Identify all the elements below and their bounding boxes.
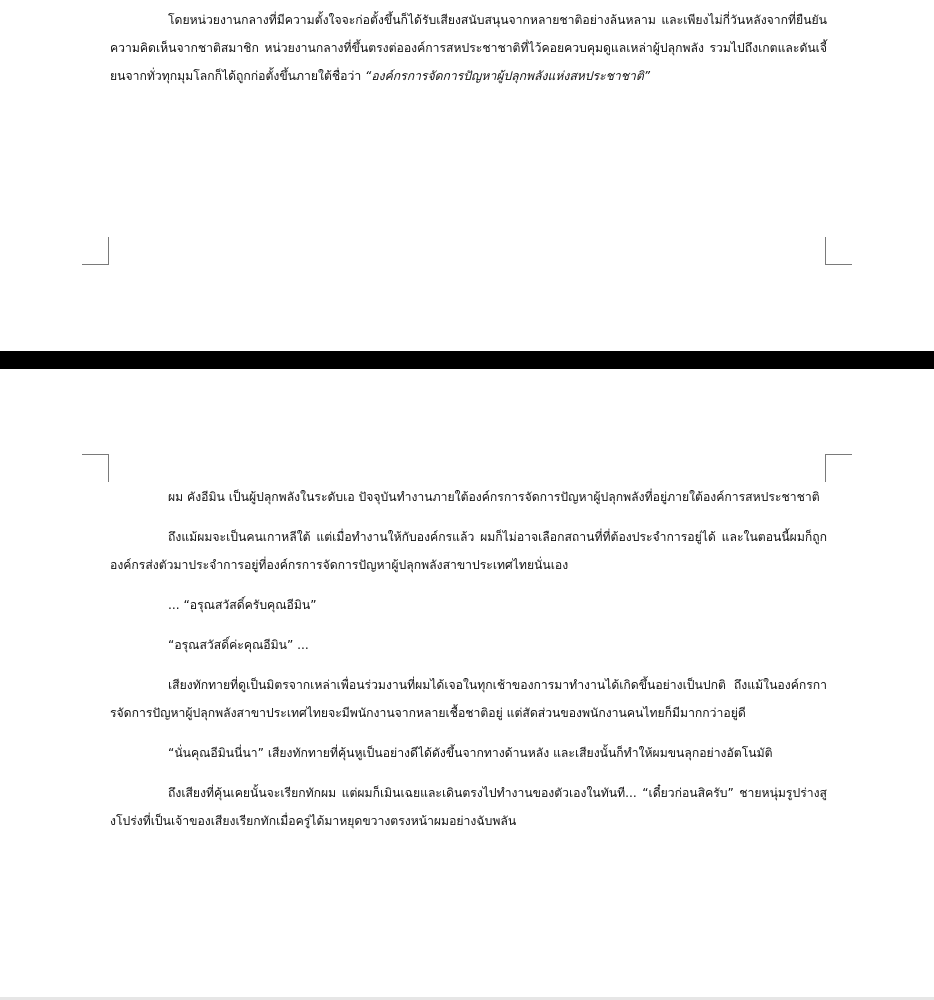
paragraph-1: ผม คังอีมิน เป็นผู้ปลุกพลังในระดับเอ ปัจจุบันทำงานภายใต้องค์กรการจัดการปัญหาผู้ปลุกพลังที่อยู่ภายใต้องค์การสหประชาชาติ bbox=[168, 490, 820, 504]
margin-mark-bottom-left bbox=[82, 237, 109, 265]
paragraph-3: ... “อรุณสวัสดิ์ครับคุณอีมิน” bbox=[168, 598, 317, 612]
page-top-text bbox=[110, 6, 827, 90]
margin-mark-top-right bbox=[825, 454, 852, 482]
document-page-top[interactable] bbox=[0, 0, 934, 351]
organization-name-italic: “องค์กรการจัดการปัญหาผู้ปลุกพลังแห่งสหประชาชาติ” bbox=[365, 69, 651, 83]
paragraph-top-1-text: โดยหน่วยงานกลางที่มีความตั้งใจจะก่อตั้งขึ้นก็ได้รับเสียงสนับสนุนจากหลายชาติอย่างล้นหลาม และเพียงไม่กี่วันหลังจากที่ยืนยันความคิดเห็นจากชาติสมาชิก หน่วยงานกลางที่ขึ้นตรงต่อองค์การสหประชาชาติที่ไว้คอยควบคุมดูแลเหล่าผู้ปลุกพลัง รวมไปถึงเกตและดันเจี้ยนจากทั่วทุกมุมโลกก็ได้ถูกก่อตั้งขึ้นภายใต้ชื่อว่า bbox=[110, 13, 827, 83]
paragraph-4: “อรุณสวัสดิ์ค่ะคุณอีมิน” ... bbox=[168, 638, 309, 652]
paragraph-7: ถึงเสียงที่คุ้นเคยนั้นจะเรียกทักผม แต่ผมก็เมินเฉยและเดินตรงไปทำงานของตัวเองในทันที... “เดี๋ยวก่อนสิครับ” ชายหนุ่มรูปร่างสูงโปร่งที่เป็นเจ้าของเสียงเรียกทักเมื่อครู่ได้มาหยุดขวางตรงหน้าผมอย่างฉับพลัน bbox=[110, 786, 827, 828]
margin-mark-top-left bbox=[82, 454, 109, 482]
margin-mark-bottom-right bbox=[825, 237, 852, 265]
page-separator bbox=[0, 351, 934, 369]
paragraph-6: “นั่นคุณอีมินนี่นา” เสียงทักทายที่คุ้นหูเป็นอย่างดีได้ดังขึ้นจากทางด้านหลัง และเสียงนั้นก็ทำให้ผมขนลุกอย่างอัตโนมัติ bbox=[168, 746, 773, 760]
page-bottom-text bbox=[110, 483, 827, 835]
document-page-bottom[interactable] bbox=[0, 369, 934, 1000]
paragraph-2: ถึงแม้ผมจะเป็นคนเกาหลีใต้ แต่เมื่อทำงานให้กับองค์กรแล้ว ผมก็ไม่อาจเลือกสถานที่ที่ต้องประจำการอยู่ได้ และในตอนนี้ผมก็ถูกองค์กรส่งตัวมาประจำการอยู่ที่องค์กรการจัดการปัญหาผู้ปลุกพลังสาขาประเทศไทยนั่นเอง bbox=[110, 530, 827, 572]
paragraph-top-1 bbox=[110, 6, 827, 90]
paragraph-5: เสียงทักทายที่ดูเป็นมิตรจากเหล่าเพื่อนร่วมงานที่ผมได้เจอในทุกเช้าของการมาทำงานได้เกิดขึ้นอย่างเป็นปกติ ถึงแม้ในองค์กรการจัดการปัญหาผู้ปลุกพลังสาขาประเทศไทยจะมีพนักงานจากหลายเชื้อชาติอยู่ แต่สัดส่วนของพนักงานคนไทยก็มีมากกว่าอยู่ดี bbox=[110, 678, 827, 720]
